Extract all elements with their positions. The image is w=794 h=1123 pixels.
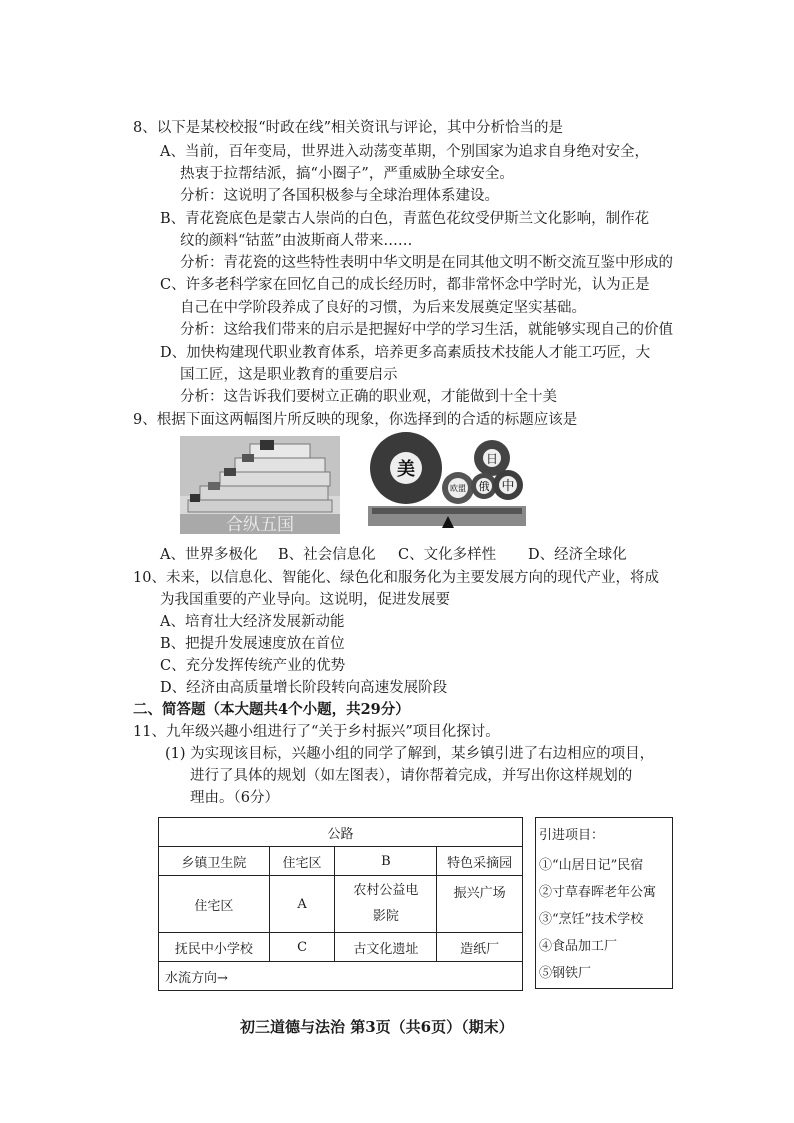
ball-usa-label: 美 (397, 459, 415, 480)
q8-option-a-analysis: 分析：这说明了各国积极参与全球治理体系建设。 (180, 188, 499, 204)
q8-option-c-line2: 自己在中学阶段养成了良好的习惯，为后来发展奠定坚实基础。 (180, 300, 586, 316)
projects-box (535, 817, 673, 989)
q9-stem: 9、根据下面这两幅图片所反映的现象，你选择到的合适的标题应该是 (133, 412, 578, 428)
q11-part1-line3: 理由。（6分） (190, 790, 279, 806)
q8-option-d-analysis: 分析：这告诉我们要树立正确的职业观，才能做到十全十美 (180, 389, 557, 405)
cell-slot-a: A (269, 876, 335, 933)
q8-option-b-line1: B、青花瓷底色是蒙古人崇尚的白色，青蓝色花纹受伊斯兰文化影响，制作花 (160, 211, 650, 227)
projects-title: 引进项目： (539, 828, 605, 843)
q11-part1-line2: 进行了具体的规划（如左图表），请你帮着完成，并写出你这样规划的 (190, 768, 633, 784)
q9-left-caption: 合纵五国 (226, 515, 294, 534)
project-item-1: ①“山居日记”民宿 (539, 858, 644, 873)
q10-option-c: C、充分发挥传统产业的优势 (160, 658, 346, 674)
section-two-heading: 二、简答题（本大题共4个小题，共29分） (133, 701, 410, 718)
cell-slot-c: C (269, 933, 335, 962)
q8-option-a-line2: 热衷于拉帮结派，搞“小圈子”，严重威胁全球安全。 (180, 166, 514, 182)
cell-paper-mill: 造纸厂 (437, 933, 523, 962)
ball-china-label: 中 (501, 479, 515, 494)
cell-school: 抚民中小学校 (159, 933, 270, 962)
q8-option-b-line2: 纹的颜料“钴蓝”由波斯商人带来…… (180, 233, 413, 249)
project-item-2: ②寸草春晖老年公寓 (539, 885, 657, 900)
cell-residential-2: 住宅区 (159, 876, 270, 933)
q8-stem: 8、以下是某校校报“时政在线”相关资讯与评论，其中分析恰当的是 (133, 120, 564, 136)
planning-table (158, 817, 523, 991)
q9-left-image (180, 436, 340, 534)
cell-residential-1: 住宅区 (269, 847, 335, 876)
q10-stem-line2: 为我国重要的产业导向。这说明，促进发展要 (160, 592, 450, 608)
cell-slot-b: B (335, 847, 437, 876)
q8-option-c-analysis: 分析：这给我们带来的启示是把握好中学的学习生活，就能够实现自己的价值 (180, 322, 673, 338)
q9-option-c: C、文化多样性 (398, 547, 497, 563)
q10-option-d: D、经济由高质量增长阶段转向高速发展阶段 (160, 680, 448, 696)
ball-eu-label: 欧盟 (450, 484, 466, 493)
q8-option-b-analysis: 分析：青花瓷的这些特性表明中华文明是在同其他文明不断交流互鉴中形成的 (180, 255, 673, 271)
q8-option-c-line1: C、许多老科学家在回忆自己的成长经历时，都非常怀念中学时光，认为正是 (160, 277, 650, 293)
q11-part1-line1: (1) 为实现该目标，兴趣小组的同学了解到，某乡镇引进了右边相应的项目， (165, 746, 655, 762)
page-footer: 初三道德与法治 第3页（共6页）（期末） (240, 1018, 514, 1036)
q8-option-d-line2: 国工匠，这是职业教育的重要启示 (180, 367, 398, 383)
project-item-5: ⑤钢铁厂 (539, 966, 592, 981)
cell-picking-garden: 特色采摘园 (437, 847, 523, 876)
q10-stem-line1: 10、未来，以信息化、智能化、绿色化和服务化为主要发展方向的现代产业，将成 (133, 570, 659, 586)
cell-township-hospital: 乡镇卫生院 (159, 847, 270, 876)
water-flow-cell: 水流方向→ (159, 962, 523, 991)
q11-stem: 11、九年级兴趣小组进行了“关于乡村振兴”项目化探讨。 (133, 724, 500, 740)
q9-option-a: A、世界多极化 (160, 547, 258, 563)
q9-right-image (368, 428, 526, 534)
project-item-3: ③“烹饪”技术学校 (539, 912, 644, 927)
ball-russia-label: 俄 (478, 480, 490, 493)
q8-option-d-line1: D、加快构建现代职业教育体系，培养更多高素质技术技能人才能工巧匠，大 (160, 345, 651, 361)
q9-option-d: D、经济全球化 (528, 547, 627, 563)
q9-option-b: B、社会信息化 (278, 547, 376, 563)
project-item-4: ④食品加工厂 (539, 939, 618, 954)
cell-heritage-site: 古文化遗址 (335, 933, 437, 962)
q10-option-b: B、把提升发展速度放在首位 (160, 636, 345, 652)
cell-square: 振兴广场 (437, 876, 523, 933)
q8-option-a-line1: A、当前，百年变局，世界进入动荡变革期，个别国家为追求自身绝对安全， (160, 144, 649, 160)
ball-japan-label: 日 (485, 452, 499, 466)
cell-cinema: 农村公益电影院 (335, 876, 437, 933)
road-cell: 公路 (159, 818, 523, 847)
q10-option-a: A、培育壮大经济发展新动能 (160, 614, 345, 630)
